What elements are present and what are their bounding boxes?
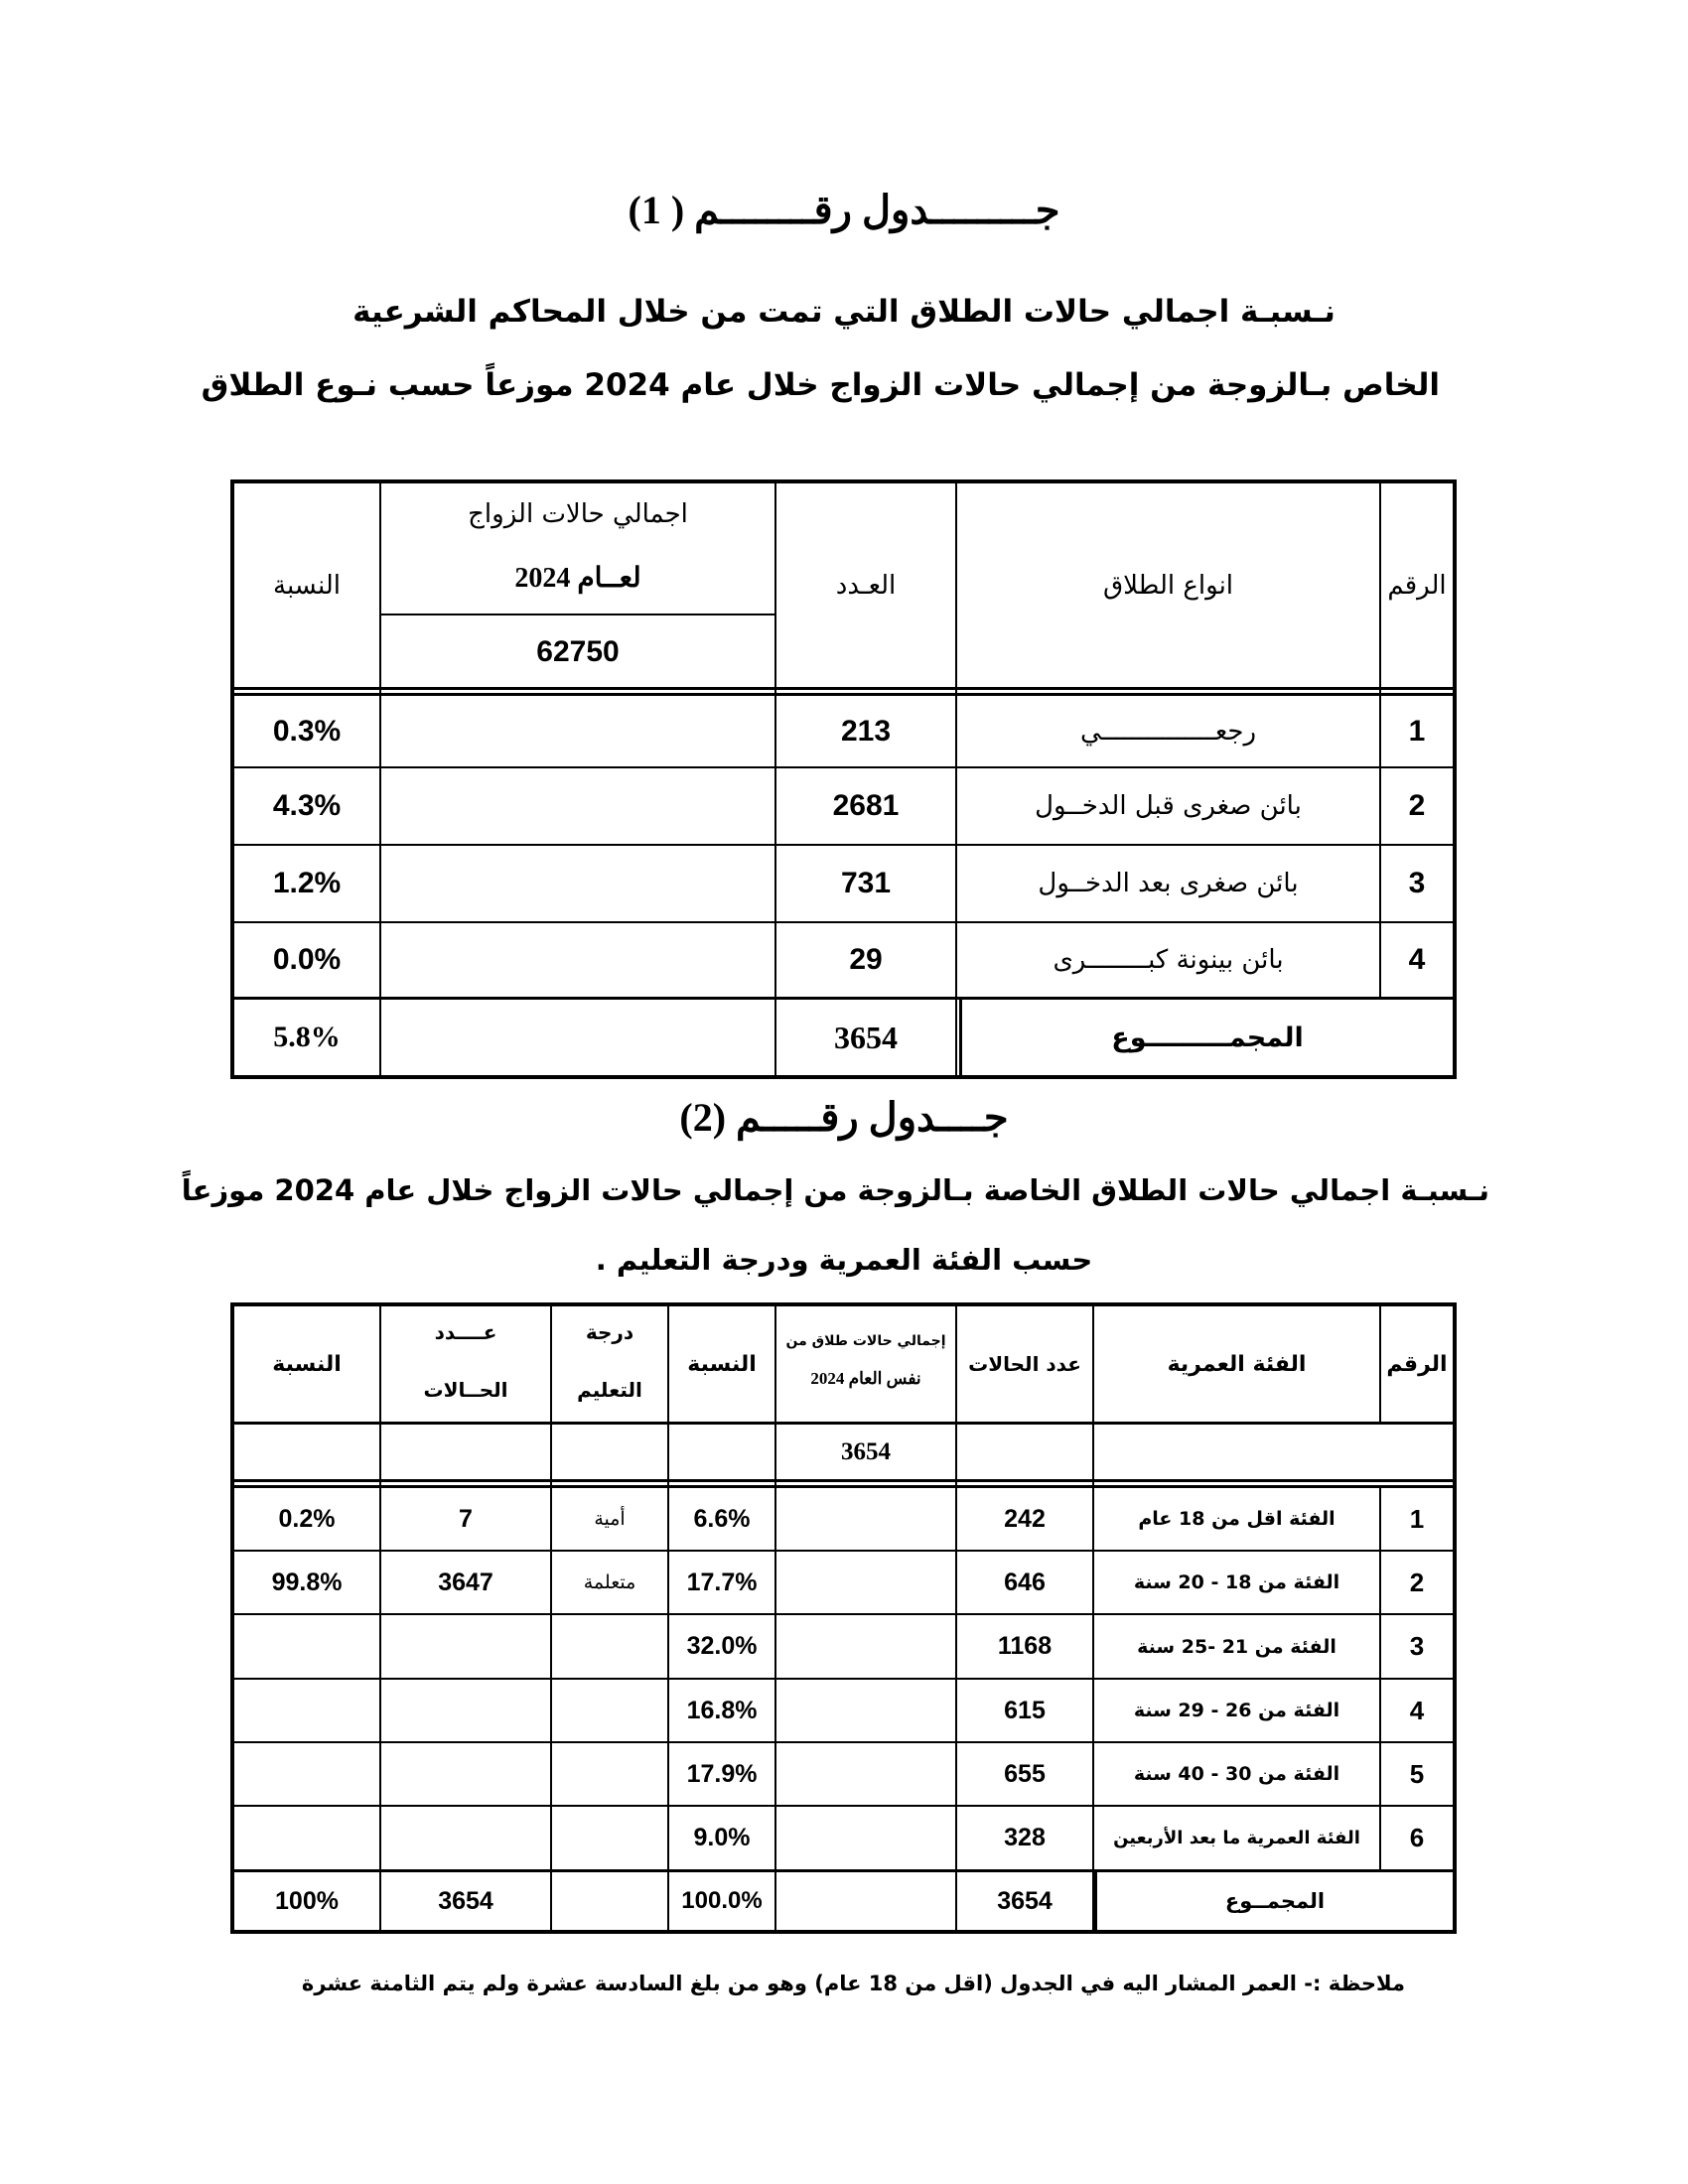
row-cases: 328	[1004, 1824, 1046, 1851]
row-count: 29	[849, 943, 883, 976]
row-type: بائن صغرى قبل الدخــول	[1035, 791, 1302, 821]
table1-heading: جـــــــــدول رقــــــــم ( 1)	[628, 188, 1060, 232]
table2-header-total-line2: نفس العام 2024	[810, 1369, 921, 1388]
row-cases: 646	[1004, 1568, 1046, 1596]
row-pct: 6.6%	[693, 1504, 751, 1533]
table1-header-num: الرقم	[1387, 570, 1447, 601]
edu-level: أمية	[594, 1508, 626, 1530]
table2-heading: جــــدول رقـــــم (2)	[679, 1095, 1009, 1140]
table1-title-line2: الخاص بـالزوجة من إجمالي حالات الزواج خلال عام 2024 موزعاً حسب نـوع الطلاق	[201, 367, 1440, 403]
row-age: الفئة اقل من 18 عام	[1138, 1508, 1336, 1530]
table1-header-marriages-total: 62750	[536, 635, 620, 668]
table1-header-count: العـدد	[835, 570, 897, 601]
row-age: الفئة من 30 - 40 سنة	[1133, 1763, 1340, 1785]
total-pct: 100.0%	[681, 1887, 763, 1914]
row-pct: 17.9%	[686, 1759, 758, 1788]
edu-pct: 99.8%	[271, 1568, 343, 1596]
row-pct: 1.2%	[272, 867, 342, 899]
total-label: المجمــوع	[1224, 1889, 1326, 1913]
table2-header-edu-line2: التعليم	[577, 1378, 642, 1402]
table2-header-age: الفئة العمرية	[1167, 1351, 1307, 1377]
table1-title-line1: نـسبـة اجمالي حالات الطلاق التي تمت من خلال المحاكم الشرعية	[352, 294, 1336, 330]
row-num: 3	[1409, 1631, 1425, 1661]
row-count: 2681	[832, 789, 900, 822]
total-cases: 3654	[997, 1886, 1053, 1915]
row-num: 6	[1409, 1823, 1425, 1852]
row-num: 1	[1409, 1503, 1425, 1534]
row-num: 3	[1408, 867, 1426, 899]
row-type: بائن صغرى بعد الدخــول	[1038, 869, 1299, 898]
row-pct: 4.3%	[272, 789, 342, 822]
total-edu-count: 3654	[438, 1886, 493, 1915]
row-type: رجعـــــــــــــــي	[1079, 716, 1257, 747]
row-age: الفئة من 26 - 29 سنة	[1133, 1700, 1340, 1721]
total-count: 3654	[834, 1019, 898, 1055]
row-cases: 615	[1004, 1696, 1046, 1724]
table2-header-total-value: 3654	[841, 1437, 891, 1465]
table1-header-pct: النسبة	[273, 570, 341, 601]
row-cases: 242	[1004, 1504, 1046, 1533]
edu-count: 3647	[438, 1568, 493, 1596]
row-num: 2	[1409, 1567, 1425, 1597]
row-num: 5	[1409, 1758, 1425, 1789]
total-edu-pct: 100%	[275, 1886, 339, 1915]
table2-title-line1: نـسبـة اجمالي حالات الطلاق الخاصة بـالزوجة من إجمالي حالات الزواج خلال عام 2024 موزعاً	[181, 1173, 1489, 1207]
total-label: المجمـــــــــوع	[1111, 1022, 1304, 1053]
row-num: 2	[1408, 789, 1426, 822]
row-pct: 17.7%	[686, 1568, 758, 1596]
row-cases: 1168	[997, 1632, 1053, 1660]
total-pct: 5.8%	[273, 1021, 341, 1053]
row-pct: 16.8%	[686, 1696, 758, 1724]
edu-pct: 0.2%	[278, 1504, 336, 1533]
row-count: 731	[840, 867, 892, 899]
row-num: 4	[1409, 1695, 1425, 1725]
table2-header-edu-pct: النسبة	[272, 1351, 342, 1377]
table1-header-type: انواع الطلاق	[1102, 570, 1234, 601]
table2-header-edu-line1: درجة	[585, 1320, 634, 1344]
edu-level: متعلمة	[583, 1571, 636, 1593]
table1-header-marriages-line2: لعــام 2024	[514, 563, 641, 594]
row-age: الفئة من 18 - 20 سنة	[1133, 1571, 1340, 1593]
table2-header-edu-count-line1: عــــدد	[434, 1320, 497, 1344]
table2-header-edu-count-line2: الحــالات	[423, 1378, 508, 1402]
row-pct: 0.3%	[272, 714, 342, 748]
table2-header-cases: عدد الحالات	[968, 1352, 1081, 1376]
row-cases: 655	[1004, 1759, 1046, 1788]
row-pct: 0.0%	[272, 943, 342, 976]
footnote: ملاحظة :- العمر المشار اليه في الجدول (اقل من 18 عام) وهو من بلغ السادسة عشرة ولم يتم الثامنة عشرة	[301, 1972, 1405, 1995]
row-pct: 9.0%	[693, 1824, 751, 1851]
row-type: بائن بينونة كبــــــــرى	[1053, 945, 1284, 975]
table2-header-total-line1: إجمالي حالات طلاق من	[785, 1333, 946, 1349]
row-num: 4	[1408, 943, 1426, 976]
edu-count: 7	[459, 1504, 473, 1533]
row-count: 213	[840, 714, 892, 748]
table2-header-pct: النسبة	[687, 1351, 757, 1377]
table2-title-line2: حسب الفئة العمرية ودرجة التعليم .	[595, 1243, 1093, 1277]
row-pct: 32.0%	[686, 1632, 758, 1660]
table2-header-num: الرقم	[1386, 1351, 1448, 1377]
row-num: 1	[1408, 714, 1426, 748]
table1-header-marriages-line1: اجمالي حالات الزواج	[468, 499, 688, 529]
row-age: الفئة العمرية ما بعد الأربعين	[1113, 1828, 1360, 1848]
row-age: الفئة من 21 -25 سنة	[1137, 1635, 1336, 1658]
